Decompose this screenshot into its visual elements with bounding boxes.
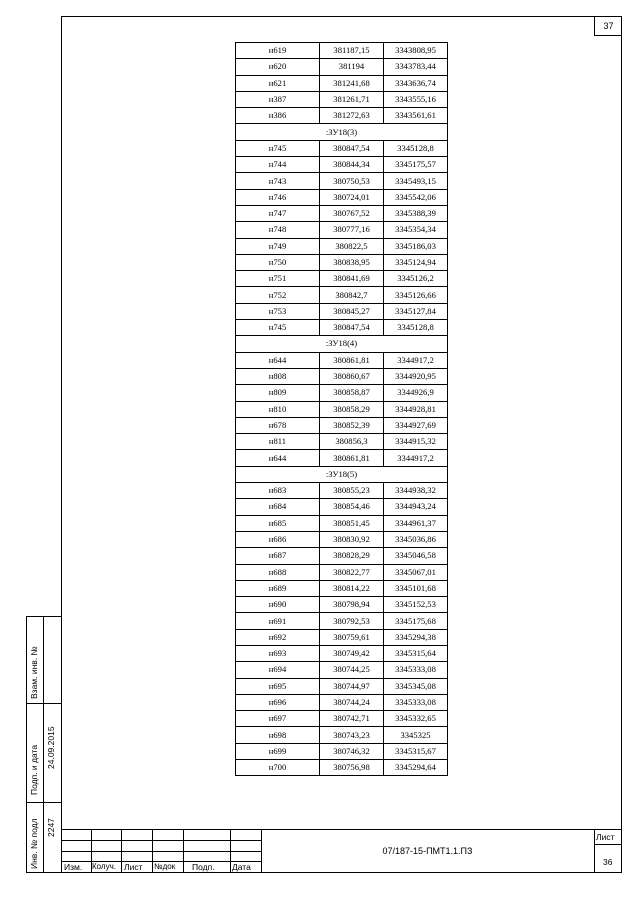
y-coordinate-cell: 3345128,8 [384,140,448,156]
x-coordinate-cell: 380756,98 [320,760,384,776]
point-cell: н692 [236,629,320,645]
point-cell: н696 [236,694,320,710]
point-cell: н811 [236,434,320,450]
y-coordinate-cell: 3345315,64 [384,645,448,661]
y-coordinate-cell: 3345126,2 [384,271,448,287]
y-coordinate-cell: 3345325 [384,727,448,743]
table-section-row [236,124,448,140]
y-coordinate-cell: 3344926,9 [384,385,448,401]
point-cell: н687 [236,548,320,564]
y-coordinate-cell: 3345542,06 [384,189,448,205]
point-cell: н644 [236,352,320,368]
inv-podl-value: 2247 [46,818,56,837]
y-coordinate-cell: 3344928,81 [384,401,448,417]
sheet-number: 36 [603,857,613,867]
point-cell: н745 [236,320,320,336]
y-coordinate-cell: 3345101,68 [384,580,448,596]
table-row [236,140,448,156]
point-cell: н700 [236,760,320,776]
x-coordinate-cell: 380743,23 [320,727,384,743]
table-row [236,287,448,303]
y-coordinate-cell: 3345332,65 [384,711,448,727]
table-row [236,108,448,124]
y-coordinate-cell: 3345128,8 [384,320,448,336]
table-row [236,760,448,776]
x-coordinate-cell: 380847,54 [320,320,384,336]
x-coordinate-cell: 380759,61 [320,629,384,645]
sheet-label: Лист [596,832,615,842]
point-cell: н621 [236,75,320,91]
table-row [236,254,448,270]
y-coordinate-cell: 3344920,95 [384,368,448,384]
inv-podl-label: Инв. № подл [29,818,39,869]
point-cell: н750 [236,254,320,270]
y-coordinate-cell: 3345126,66 [384,287,448,303]
point-cell: н688 [236,564,320,580]
top-page-number: 37 [594,16,622,36]
point-cell: н684 [236,499,320,515]
table-row [236,483,448,499]
x-coordinate-cell: 380861,81 [320,352,384,368]
point-cell: н686 [236,531,320,547]
x-coordinate-cell: 380854,46 [320,499,384,515]
y-coordinate-cell: 3343808,95 [384,43,448,59]
y-coordinate-cell: 3344943,24 [384,499,448,515]
point-cell: н620 [236,59,320,75]
x-coordinate-cell: 380858,29 [320,401,384,417]
point-cell: н747 [236,205,320,221]
y-coordinate-cell: 3343555,16 [384,91,448,107]
y-coordinate-cell: 3344927,69 [384,417,448,433]
y-coordinate-cell: 3345294,64 [384,760,448,776]
x-coordinate-cell: 380830,92 [320,531,384,547]
x-coordinate-cell: 380844,34 [320,157,384,173]
y-coordinate-cell: 3345152,53 [384,597,448,613]
table-row [236,303,448,319]
point-cell: н387 [236,91,320,107]
section-label: :ЗУ18(4) [236,336,448,352]
table-row [236,499,448,515]
podp-data-value: 24.09.2015 [46,726,56,769]
y-coordinate-cell: 3345294,38 [384,629,448,645]
col-data: Дата [232,862,251,872]
x-coordinate-cell: 380847,54 [320,140,384,156]
table-row [236,727,448,743]
y-coordinate-cell: 3344917,2 [384,352,448,368]
y-coordinate-cell: 3343783,44 [384,59,448,75]
point-cell: н690 [236,597,320,613]
vzam-inv-label: Взам. инв. № [29,646,39,699]
x-coordinate-cell: 380744,97 [320,678,384,694]
table-row [236,157,448,173]
table-row [236,205,448,221]
title-block [61,829,622,873]
point-cell: н685 [236,515,320,531]
x-coordinate-cell: 380842,7 [320,287,384,303]
y-coordinate-cell: 3345067,01 [384,564,448,580]
table-row [236,189,448,205]
table-row [236,515,448,531]
x-coordinate-cell: 380858,87 [320,385,384,401]
point-cell: н694 [236,662,320,678]
x-coordinate-cell: 381194 [320,59,384,75]
y-coordinate-cell: 3344961,37 [384,515,448,531]
x-coordinate-cell: 381272,63 [320,108,384,124]
x-coordinate-cell: 380749,42 [320,645,384,661]
point-cell: н386 [236,108,320,124]
table-row [236,320,448,336]
side-approval-strip [26,616,61,873]
point-cell: н809 [236,385,320,401]
x-coordinate-cell: 380838,95 [320,254,384,270]
point-cell: н697 [236,711,320,727]
point-cell: н753 [236,303,320,319]
point-cell: н752 [236,287,320,303]
point-cell: н695 [236,678,320,694]
table-row [236,580,448,596]
y-coordinate-cell: 3345354,34 [384,222,448,238]
coordinates-table [235,42,448,776]
section-label: :ЗУ18(5) [236,466,448,482]
point-cell: н751 [236,271,320,287]
x-coordinate-cell: 380856,3 [320,434,384,450]
y-coordinate-cell: 3344938,32 [384,483,448,499]
y-coordinate-cell: 3345046,58 [384,548,448,564]
y-coordinate-cell: 3345315,67 [384,743,448,759]
point-cell: н746 [236,189,320,205]
col-ndok: №док [154,862,176,871]
col-izm: Изм. [64,862,83,872]
x-coordinate-cell: 380777,16 [320,222,384,238]
point-cell: н678 [236,417,320,433]
x-coordinate-cell: 381187,15 [320,43,384,59]
table-row [236,613,448,629]
x-coordinate-cell: 380767,52 [320,205,384,221]
y-coordinate-cell: 3345493,15 [384,173,448,189]
point-cell: н743 [236,173,320,189]
col-list: Лист [124,862,143,872]
y-coordinate-cell: 3345175,57 [384,157,448,173]
point-cell: н808 [236,368,320,384]
point-cell: н699 [236,743,320,759]
point-cell: н693 [236,645,320,661]
table-row [236,173,448,189]
x-coordinate-cell: 381241,68 [320,75,384,91]
table-row [236,629,448,645]
x-coordinate-cell: 380724,01 [320,189,384,205]
point-cell: н744 [236,157,320,173]
x-coordinate-cell: 380845,27 [320,303,384,319]
x-coordinate-cell: 380744,25 [320,662,384,678]
x-coordinate-cell: 380814,22 [320,580,384,596]
x-coordinate-cell: 381261,71 [320,91,384,107]
y-coordinate-cell: 3343636,74 [384,75,448,91]
table-row [236,368,448,384]
table-row [236,662,448,678]
table-row [236,694,448,710]
point-cell: н810 [236,401,320,417]
y-coordinate-cell: 3345345,08 [384,678,448,694]
y-coordinate-cell: 3344917,2 [384,450,448,466]
x-coordinate-cell: 380861,81 [320,450,384,466]
section-label: :ЗУ18(3) [236,124,448,140]
point-cell: н683 [236,483,320,499]
table-row [236,401,448,417]
x-coordinate-cell: 380822,5 [320,238,384,254]
point-cell: н748 [236,222,320,238]
col-podp: Подп. [192,862,215,872]
y-coordinate-cell: 3345333,08 [384,662,448,678]
x-coordinate-cell: 380750,53 [320,173,384,189]
x-coordinate-cell: 380744,24 [320,694,384,710]
y-coordinate-cell: 3345127,84 [384,303,448,319]
table-row [236,597,448,613]
table-row [236,59,448,75]
y-coordinate-cell: 3345124,94 [384,254,448,270]
y-coordinate-cell: 3345175,68 [384,613,448,629]
table-row [236,222,448,238]
table-row [236,43,448,59]
point-cell: н644 [236,450,320,466]
table-row [236,531,448,547]
table-row [236,564,448,580]
x-coordinate-cell: 380822,77 [320,564,384,580]
x-coordinate-cell: 380792,53 [320,613,384,629]
x-coordinate-cell: 380742,71 [320,711,384,727]
point-cell: н689 [236,580,320,596]
point-cell: н619 [236,43,320,59]
table-section-row [236,336,448,352]
point-cell: н691 [236,613,320,629]
x-coordinate-cell: 380852,39 [320,417,384,433]
table-row [236,271,448,287]
y-coordinate-cell: 3345186,03 [384,238,448,254]
table-row [236,645,448,661]
table-row [236,434,448,450]
x-coordinate-cell: 380828,29 [320,548,384,564]
point-cell: н698 [236,727,320,743]
table-row [236,711,448,727]
table-row [236,678,448,694]
y-coordinate-cell: 3344915,32 [384,434,448,450]
table-row [236,385,448,401]
table-row [236,417,448,433]
point-cell: н749 [236,238,320,254]
y-coordinate-cell: 3345036,86 [384,531,448,547]
table-row [236,91,448,107]
x-coordinate-cell: 380746,32 [320,743,384,759]
x-coordinate-cell: 380798,94 [320,597,384,613]
table-section-row [236,466,448,482]
y-coordinate-cell: 3345333,08 [384,694,448,710]
table-row [236,743,448,759]
x-coordinate-cell: 380860,67 [320,368,384,384]
y-coordinate-cell: 3343561,61 [384,108,448,124]
table-row [236,352,448,368]
x-coordinate-cell: 380851,45 [320,515,384,531]
table-row [236,450,448,466]
podp-data-label: Подп. и дата [29,744,39,795]
point-cell: н745 [236,140,320,156]
table-row [236,75,448,91]
x-coordinate-cell: 380855,23 [320,483,384,499]
col-koluch: Колуч. [92,862,116,871]
table-row [236,548,448,564]
y-coordinate-cell: 3345388,39 [384,205,448,221]
table-row [236,238,448,254]
document-code: 07/187-15-ПМТ1.1.ПЗ [382,846,473,856]
x-coordinate-cell: 380841,69 [320,271,384,287]
